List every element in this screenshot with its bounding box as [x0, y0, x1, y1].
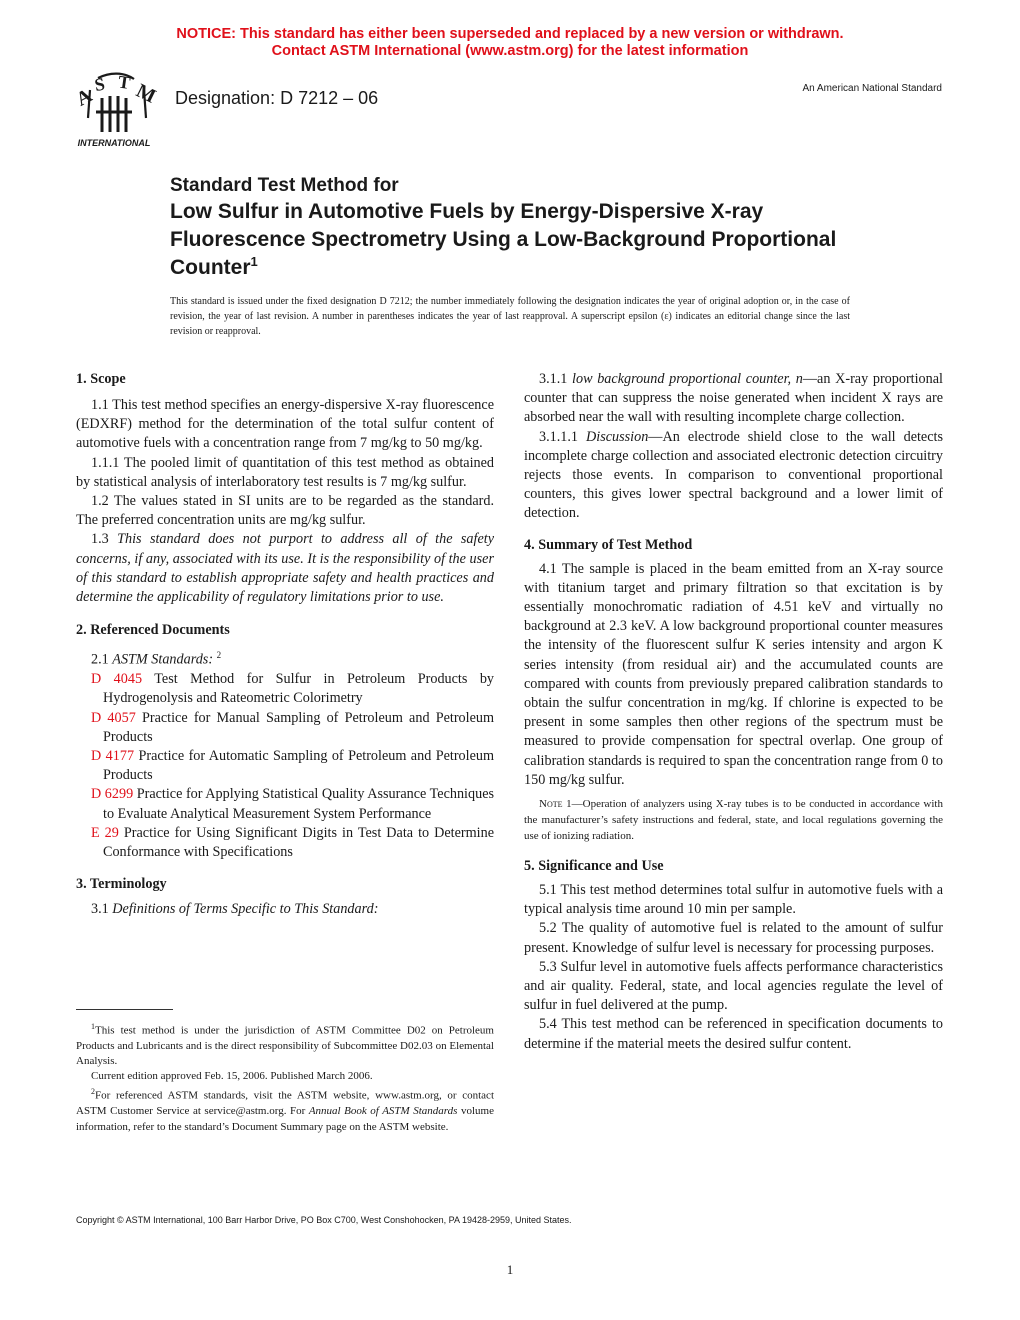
note-1: [524, 796, 943, 844]
issued-under-note: This standard is issued under the fixed designation D 7212; the number immediately following the designation indicates the year of original adoption or, in the case of revision, the year of last revision. A number in parentheses indicates the year of last reapproval. A superscript epsilon (ε) indicates an editorial change since the last revision or reapproval.: [170, 296, 850, 337]
footnotes: [76, 1019, 494, 1135]
para-2-1-text: ASTM Standards:: [112, 651, 214, 668]
footnote-2-text-b: volume information, refer to the standard’s Document Summary page on the ASTM website.: [76, 1105, 494, 1133]
footnote-1-mark: 1: [91, 1022, 95, 1031]
logo-wordmark: INTERNATIONAL: [77, 138, 151, 148]
para-3-1-1-text: —an X-ray proportional counter that can suppress the noise generated when incident X rays are absorbed near the wall with resulting incomplete charge collection.: [524, 371, 943, 426]
title-line-1: Standard Test Method for: [170, 175, 399, 196]
reference-text: Practice for Using Significant Digits in Test Data to Determine Conformance with Specifications: [103, 824, 494, 860]
footnote-2-mark: 2: [91, 1087, 95, 1097]
reference-text: Practice for Automatic Sampling of Petroleum and Petroleum Products: [103, 747, 495, 784]
footnote-2: [76, 1084, 494, 1134]
footnote-1-text: This test method is under the jurisdiction of ASTM Committee D02 on Petroleum Products and Lubricants and is the direct responsibility of Subcommittee D02.03 on Elemental Analysis.: [76, 1024, 494, 1068]
title-footnote-mark: 1: [250, 254, 258, 269]
section-scope-heading: 1. Scope: [76, 371, 126, 387]
para-5-3: 5.3 Sulfur level in automotive fuels affects performance characteristics and air quality. Federal, state, and local agencies regulate the level of sulfur in fuel delivered at the pump.: [524, 958, 943, 1014]
title-line-2: Low Sulfur in Automotive Fuels by Energy-Dispersive X-ray Fluorescence Spectrometry Using a Low-Background Proportional Counter: [170, 200, 837, 279]
svg-text:S: S: [93, 73, 107, 96]
reference-link-e29[interactable]: E 29: [91, 824, 119, 841]
svg-text:A: A: [72, 84, 96, 111]
reference-text: Practice for Applying Statistical Quality Assurance Techniques to Evaluate Analytical Measurement System Performance: [103, 786, 495, 822]
section-referenced-documents-heading: 2. Referenced Documents: [76, 622, 230, 639]
notice-line-1: NOTICE: This standard has either been superseded and replaced by a new version or withdrawn.: [176, 26, 844, 42]
designation: Designation: D 7212 – 06: [175, 88, 379, 108]
svg-text:T: T: [116, 71, 132, 94]
footnote-1-edition: Current edition approved Feb. 15, 2006. Published March 2006.: [91, 1070, 373, 1083]
section-significance-heading: 5. Significance and Use: [524, 858, 664, 875]
footnote-2-italic: Annual Book of ASTM Standards: [308, 1105, 458, 1118]
reference-text: Test Method for Sulfur in Petroleum Products by Hydrogenolysis and Rateometric Colorimetry: [103, 671, 495, 707]
para-5-1: 5.1 This test method determines total sulfur in automotive fuels with a typical analysis time around 10 min per sample.: [524, 882, 943, 918]
para-3-1-1-1-term: Discussion: [586, 428, 649, 445]
para-1-3-number: 1.3: [91, 531, 109, 548]
svg-text:M: M: [132, 79, 160, 108]
section-terminology-heading: 3. Terminology: [76, 876, 167, 893]
para-3-1-number: 3.1: [91, 901, 109, 918]
reference-link-d6299[interactable]: D 6299: [91, 786, 134, 803]
reference-link-d4057[interactable]: D 4057: [91, 709, 136, 726]
para-3-1-1-1: [524, 428, 943, 524]
para-5-2: 5.2 The quality of automotive fuel is related to the amount of sulfur present. Knowledge of sulfur level is necessary for processing purposes.: [524, 920, 943, 956]
para-5-4: 5.4 This test method can be referenced in specification documents to determine if the material meets the desired sulfur content.: [524, 1016, 943, 1052]
footnote-divider: [76, 1009, 173, 1010]
reference-e29: [76, 824, 494, 862]
para-1-1: 1.1 This test method specifies an energy-dispersive X-ray fluorescence (EDXRF) method for the determination of the total sulfur content of automotive fuels with a concentration range from 7 mg/kg to 50 mg/kg.: [76, 397, 494, 452]
para-1-1-1: 1.1.1 The pooled limit of quantitation of this test method as obtained by statistical analysis of interlaboratory test results is 7 mg/kg sulfur.: [76, 454, 494, 490]
note-1-text: —Operation of analyzers using X-ray tubes is to be conducted in accordance with the manufacturer’s safety instructions and federal, state, and local regulations governing the use of ionizing radiation.: [524, 798, 943, 843]
footnote-2-text-a: For referenced ASTM standards, visit the ASTM website, www.astm.org, or contact ASTM Customer Service at service@astm.org. For: [76, 1090, 494, 1118]
reference-d4045: [76, 670, 494, 708]
para-3-1-text: Definitions of Terms Specific to This Standard:: [112, 901, 379, 918]
note-1-label: Note 1: [539, 798, 572, 811]
copyright-line: Copyright © ASTM International, 100 Barr Harbor Drive, PO Box C700, West Conshohocken, PA 19428-2959, United States.: [76, 1215, 572, 1225]
para-3-1-1-number: 3.1.1: [539, 371, 568, 387]
para-3-1-1-1-number: 3.1.1.1: [539, 428, 579, 445]
para-3-1-1-1-text: —An electrode shield close to the wall detects incomplete charge collection and associated electronic detection circuitry rejects those events. In comparison to conventional proportional counters, this gives lower spectral background and a lower limit of detection.: [524, 428, 943, 522]
para-3-1-1: [524, 370, 943, 428]
reference-link-d4177[interactable]: D 4177: [91, 747, 135, 764]
section-summary-heading: 4. Summary of Test Method: [524, 536, 693, 553]
para-3-1: [76, 900, 494, 919]
document-title: [170, 175, 890, 282]
reference-d4057: [76, 709, 494, 747]
right-column: [524, 370, 943, 1054]
para-2-1: [76, 646, 494, 670]
reference-text: Practice for Manual Sampling of Petroleum and Petroleum Products: [103, 709, 495, 745]
reference-d4177: [76, 747, 494, 785]
notice-line-2: Contact ASTM International (www.astm.org) for the latest information: [271, 43, 749, 59]
left-column: [76, 370, 494, 919]
astm-logo: [62, 70, 170, 150]
para-2-1-number: 2.1: [91, 651, 109, 668]
page-number: 1: [506, 1262, 514, 1277]
para-2-1-footnote-mark: 2: [216, 650, 222, 661]
para-1-2: 1.2 The values stated in SI units are to be regarded as the standard. The preferred concentration units are mg/kg sulfur.: [76, 493, 494, 529]
reference-link-d4045[interactable]: D 4045: [91, 671, 143, 688]
para-3-1-1-term: low background proportional counter, n: [572, 371, 803, 387]
reference-d6299: [76, 785, 494, 823]
para-1-3: [76, 530, 494, 607]
american-national-standard-label: An American National Standard: [802, 83, 942, 94]
para-1-3-text: This standard does not purport to address all of the safety concerns, if any, associated with its use. It is the responsibility of the user of this standard to establish appropriate safety and health practices and determine the applicability of regulatory limitations prior to use.: [76, 531, 494, 606]
para-4-1: 4.1 The sample is placed in the beam emitted from an X-ray source with titanium target and primary filtration so that excitation is by essentially monochromatic radiation of 4.51 keV and virtually no background at 2.3 keV. A low background proportional counter measures the intensity of the fluorescent sulfur K series intensity and argon K series intensity (from residual air) and the accumulated counts are compared with counts from previously prepared calibration standards to obtain the sulfur concentration in mg/kg. If chlorine is expected to be present in some samples then other regions of the spectrum must be measured to provide compensation for spectral overlap. One group of calibration standards is required to span the concentration range from 0 to 150 mg/kg sulfur.: [524, 560, 943, 788]
footnote-1: [76, 1019, 494, 1069]
withdrawal-notice: [0, 26, 1020, 60]
